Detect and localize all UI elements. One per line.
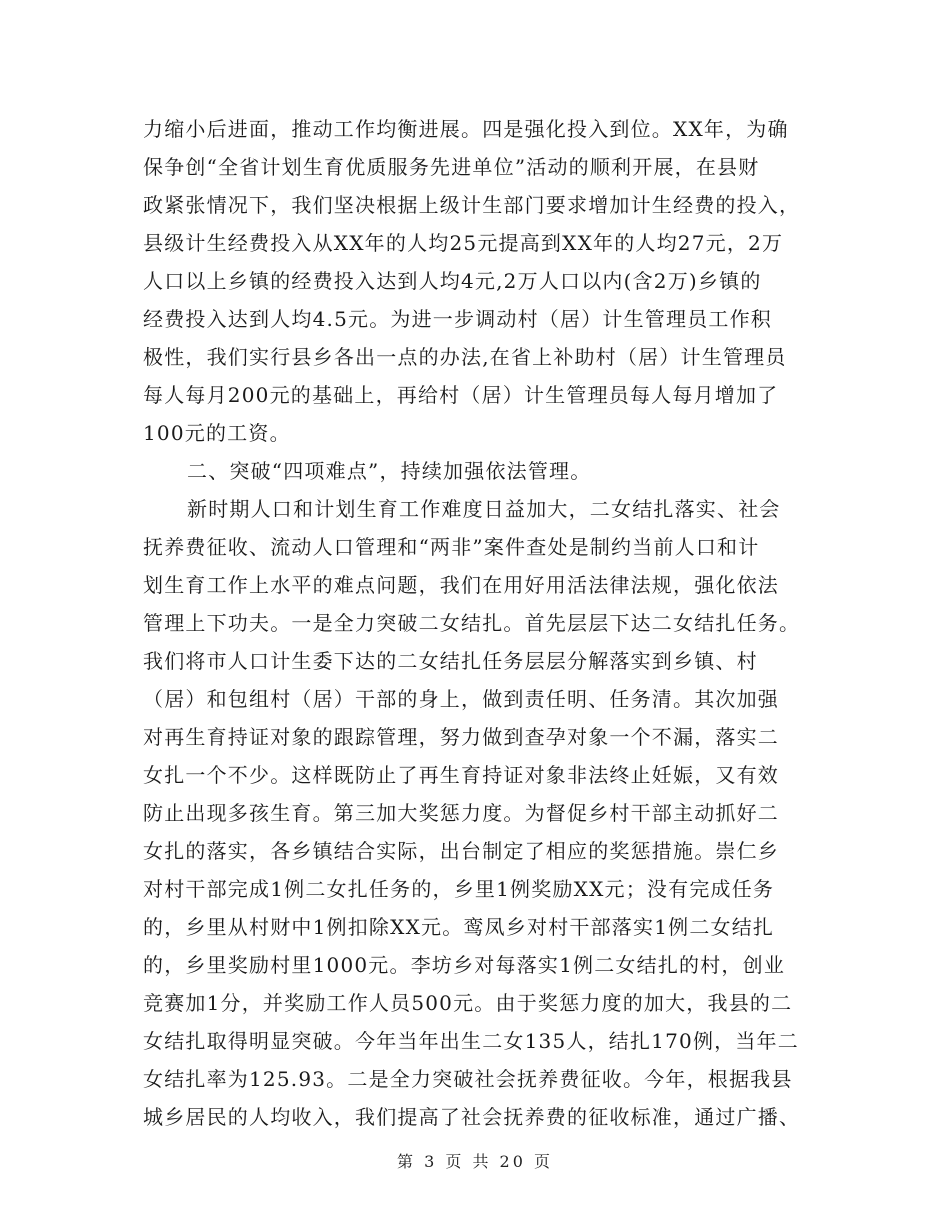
paragraph-line: 县级计生经费投入从XX年的人均25元提高到XX年的人均27元，2万	[143, 231, 784, 255]
paragraph-line: 女结扎取得明显突破。今年当年出生二女135人，结扎170例，当年二	[143, 1029, 799, 1053]
paragraph-line: 的，乡里奖励村里1000元。李坊乡对每落实1例二女结扎的村，创业	[143, 953, 786, 977]
paragraph-line: 每人每月200元的基础上，再给村（居）计生管理员每人每月增加了	[143, 383, 779, 407]
paragraph-line: 女扎一个不少。这样既防止了再生育持证对象非法终止妊娠，又有效	[143, 763, 779, 787]
paragraph-line: 女结扎率为125.93。二是全力突破社会抚养费征收。今年，根据我县	[143, 1067, 793, 1091]
paragraph-line: 极性，我们实行县乡各出一点的办法,在省上补助村（居）计生管理员	[143, 345, 787, 369]
paragraph-line: 人口以上乡镇的经费投入达到人均4元,2万人口以内(含2万)乡镇的	[143, 269, 762, 293]
paragraph-line: 保争创“全省计划生育优质服务先进单位”活动的顺利开展，在县财	[143, 155, 760, 179]
paragraph-line: 划生育工作上水平的难点问题，我们在用好用活法律法规，强化依法	[143, 573, 779, 597]
paragraph-line: 管理上下功夫。一是全力突破二女结扎。首先层层下达二女结扎任务。	[143, 611, 801, 635]
section-heading: 二、突破“四项难点”，持续加强依法管理。	[187, 459, 592, 483]
paragraph-line: 抚养费征收、流动人口管理和“两非”案件查处是制约当前人口和计	[143, 535, 760, 559]
paragraph-line: 防止出现多孩生育。第三加大奖惩力度。为督促乡村干部主动抓好二	[143, 801, 779, 825]
paragraph-line: 的，乡里从村财中1例扣除XX元。鸾凤乡对村干部落实1例二女结扎	[143, 915, 775, 939]
paragraph-line: 竞赛加1分，并奖励工作人员500元。由于奖惩力度的加大，我县的二	[143, 991, 793, 1015]
paragraph-line: 我们将市人口计生委下达的二女结扎任务层层分解落实到乡镇、村	[143, 649, 758, 673]
paragraph-line: 100元的工资。	[143, 421, 291, 445]
paragraph-line: 对村干部完成1例二女扎任务的，乡里1例奖励XX元；没有完成任务	[143, 877, 775, 901]
paragraph-line: 经费投入达到人均4.5元。为进一步调动村（居）计生管理员工作积	[143, 307, 773, 331]
paragraph-line: （居）和包组村（居）干部的身上，做到责任明、任务清。其次加强	[143, 687, 779, 711]
paragraph-line: 新时期人口和计划生育工作难度日益加大，二女结扎落实、社会	[187, 497, 781, 521]
paragraph-line: 政紧张情况下，我们坚决根据上级计生部门要求增加计生经费的投入，	[143, 193, 801, 217]
paragraph-line: 力缩小后进面，推动工作均衡进展。四是强化投入到位。XX年，为确	[143, 117, 789, 141]
body-text	[143, 110, 803, 1136]
paragraph-line: 对再生育持证对象的跟踪管理，努力做到查孕对象一个不漏，落实二	[143, 725, 779, 749]
paragraph-line: 城乡居民的人均收入，我们提高了社会抚养费的征收标准，通过广播、	[143, 1105, 801, 1129]
paragraph-line: 女扎的落实，各乡镇结合实际，出台制定了相应的奖惩措施。崇仁乡	[143, 839, 779, 863]
page-number-footer: 第 3 页 共 20 页	[397, 1152, 553, 1171]
